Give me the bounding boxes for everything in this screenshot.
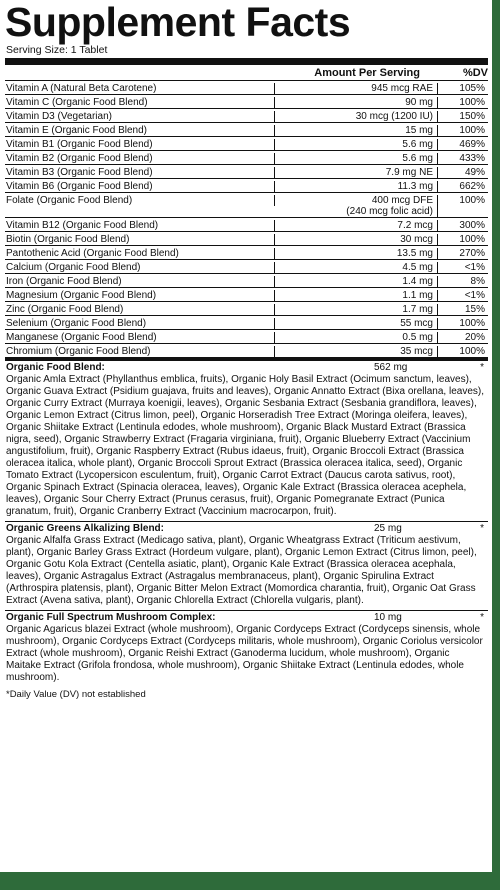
nutrient-dv: 105% xyxy=(459,83,485,94)
column-header xyxy=(5,65,488,81)
nutrient-name: Vitamin B2 (Organic Food Blend) xyxy=(5,153,275,164)
serving-size: Serving Size: 1 Tablet xyxy=(6,44,108,56)
nutrient-name: Chromium (Organic Food Blend) xyxy=(5,346,275,357)
nutrient-amount xyxy=(275,125,438,136)
nutrient-name: Biotin (Organic Food Blend) xyxy=(5,234,275,245)
nutrient-amount-value: 0.5 mg xyxy=(402,332,433,343)
nutrient-row xyxy=(5,165,488,179)
nutrient-row xyxy=(5,246,488,260)
nutrient-amount-value: 5.6 mg xyxy=(402,153,433,164)
nutrient-amount xyxy=(275,304,438,315)
nutrient-dv: 100% xyxy=(459,125,485,136)
nutrient-amount-value: 13.5 mg xyxy=(396,248,433,259)
nutrient-amount xyxy=(275,220,438,231)
nutrient-amount xyxy=(275,139,438,150)
nutrient-row xyxy=(5,218,488,232)
blend-ingredients: Organic Agaricus blazei Extract (whole mushroom), Organic Cordyceps Extract (Cordyceps sinensis, whole mushroom), Organic Cordyceps Extract (Cordyceps militaris, whole mushroom), Organic Coriolus versicolor Extract (whole mushroom), Organic Reishi Extract (Ganoderma lucidum, whole mushroom), Organic Maitake Extract (Grifola frondosa, whole mushroom), Organic Shiitake Extract (Lentinula edodes, whole mushroom). xyxy=(6,624,483,683)
blend-section xyxy=(5,521,488,610)
nutrient-name: Folate (Organic Food Blend) xyxy=(5,195,275,206)
nutrient-dv: 662% xyxy=(459,181,485,192)
blend-title: Organic Food Blend: xyxy=(6,362,105,373)
nutrient-row xyxy=(5,179,488,193)
blend-ingredients: Organic Alfalfa Grass Extract (Medicago sativa, plant), Organic Wheatgrass Extract (Triticum aestivum, plant), Organic Barley Grass Extract (Hordeum vulgare, plant), Organic Lemon Extract (Citrus limon, peel), Organic Gotu Kola Extract (Centella asiatic, plant), Organic Kale Extract (Brassica oleracea acephala, leaves), Organic Astragalus Extract (Astragalus membranaceus, plant), Organic Spirulina Extract (Arthrospira platensis, plant), Organic Bitter Melon Extract (Momordica charantia, fruit), Organic Oat Grass Extract (Avena sativa, plant), Organic Chlorella Extract (Chlorella vulgaris, plant). xyxy=(6,535,477,606)
blend-dv: * xyxy=(480,523,484,534)
blend-ingredients: Organic Amla Extract (Phyllanthus emblica, fruits), Organic Holy Basil Extract (Ocimum sanctum, leaves), Organic Guava Extract (Psidium guajava, fruits and leaves), Organic Annatto Extract (Bixa orellana, leaves), Organic Curry Extract (Murraya koenigii, leaves), Organic Sesbania Extract (Sesbania grandiflora, leaves), Organic Lemon Extract (Citrus limon, peel), Organic Horseradish Tree Extract (Moringa oleifera, leaves), Organic Shiitake Extract (Lentinula edodes, whole mushroom), Organic Black Mustard Extract (Brassica nigra, seed), Organic Strawberry Extract (Fragaria virginiana, fruit), Organic Blueberry Extract (Vaccinium angustifolium, fruit), Organic Raspberry Extract (Rubus idaeus, fruit), Organic Broccoli Extract (Brassica oleracea italica, whole plant), Organic Broccoli Sprout Extract (Brassica oleracea italica, seed), Organic Tomato Extract (Lycopersicon esculentum, fruit), Organic Carrot Extract (Daucus carota sativus, root), Organic Spinach Extract (Spinacia oleracea, leaves), Organic Kale Extract (Brassica oleracea acephela, leaves), Organic Sour Cherry Extract (Prunus cerasus, fruit), Organic Pomegranate Extract (Punica granatum, fruit), Organic Cranberry Extract (Vaccinium macrocarpon, fruit). xyxy=(6,374,484,517)
nutrient-row xyxy=(5,330,488,344)
nutrient-amount-value: 7.2 mcg xyxy=(397,220,433,231)
nutrient-amount xyxy=(275,248,438,259)
nutrient-amount-value: 35 mcg xyxy=(400,346,433,357)
blend-header xyxy=(6,523,487,535)
nutrient-row xyxy=(5,193,488,218)
nutrient-dv: <1% xyxy=(464,290,485,301)
nutrient-name: Selenium (Organic Food Blend) xyxy=(5,318,275,329)
blend-dv: * xyxy=(480,612,484,623)
nutrient-row xyxy=(5,344,488,358)
nutrient-amount xyxy=(275,167,438,178)
nutrient-name: Calcium (Organic Food Blend) xyxy=(5,262,275,273)
nutrient-amount-value: 945 mcg RAE xyxy=(371,83,433,94)
nutrient-dv: 300% xyxy=(459,220,485,231)
nutrient-dv: 100% xyxy=(459,318,485,329)
nutrient-name: Pantothenic Acid (Organic Food Blend) xyxy=(5,248,275,259)
blend-amount: 562 mg xyxy=(374,362,408,373)
nutrient-amount xyxy=(275,97,438,108)
nutrient-amount xyxy=(275,332,438,343)
nutrient-amount-value: 15 mg xyxy=(405,125,433,136)
blend-title: Organic Full Spectrum Mushroom Complex: xyxy=(6,612,216,623)
blend-header xyxy=(6,362,487,374)
nutrient-table xyxy=(5,81,488,358)
nutrient-name: Vitamin B6 (Organic Food Blend) xyxy=(5,181,275,192)
nutrient-dv: 433% xyxy=(459,153,485,164)
nutrient-row xyxy=(5,288,488,302)
nutrient-amount-value: 7.9 mg NE xyxy=(385,167,433,178)
nutrient-amount-value: 4.5 mg xyxy=(402,262,433,273)
nutrient-amount-value: 400 mcg DFE xyxy=(371,195,433,206)
blend-amount: 25 mg xyxy=(374,523,402,534)
nutrient-amount-detail: (240 mcg folic acid) xyxy=(346,206,433,217)
nutrient-dv: 100% xyxy=(459,234,485,245)
nutrient-row xyxy=(5,123,488,137)
nutrient-name: Manganese (Organic Food Blend) xyxy=(5,332,275,343)
dv-header: %DV xyxy=(462,66,488,79)
nutrient-amount xyxy=(275,83,438,94)
nutrient-dv: <1% xyxy=(464,262,485,273)
nutrient-name: Vitamin B1 (Organic Food Blend) xyxy=(5,139,275,150)
nutrient-name: Magnesium (Organic Food Blend) xyxy=(5,290,275,301)
nutrient-amount-value: 55 mcg xyxy=(400,318,433,329)
panel-title: Supplement Facts xyxy=(5,0,351,45)
nutrient-row xyxy=(5,109,488,123)
nutrient-name: Vitamin E (Organic Food Blend) xyxy=(5,125,275,136)
nutrient-amount xyxy=(275,181,438,192)
nutrient-amount xyxy=(275,111,438,122)
nutrient-row xyxy=(5,302,488,316)
footnote: *Daily Value (DV) not established xyxy=(6,689,146,700)
nutrient-dv: 49% xyxy=(464,167,485,178)
nutrient-amount-value: 30 mcg xyxy=(400,234,433,245)
nutrient-amount xyxy=(275,346,438,357)
nutrient-dv: 100% xyxy=(459,97,485,108)
nutrient-amount xyxy=(275,290,438,301)
nutrient-name: Vitamin C (Organic Food Blend) xyxy=(5,97,275,108)
nutrient-row xyxy=(5,232,488,246)
blend-section xyxy=(5,610,488,687)
nutrient-amount-value: 1.4 mg xyxy=(402,276,433,287)
nutrient-row xyxy=(5,151,488,165)
nutrient-row xyxy=(5,95,488,109)
blend-section xyxy=(5,361,488,521)
nutrient-dv: 15% xyxy=(464,304,485,315)
nutrient-amount xyxy=(275,276,438,287)
nutrient-name: Vitamin A (Natural Beta Carotene) xyxy=(5,83,275,94)
nutrient-name: Vitamin B3 (Organic Food Blend) xyxy=(5,167,275,178)
nutrient-row xyxy=(5,316,488,330)
nutrient-name: Zinc (Organic Food Blend) xyxy=(5,304,275,315)
nutrient-amount-value: 11.3 mg xyxy=(397,181,433,192)
nutrient-dv: 100% xyxy=(459,195,485,206)
nutrient-amount-value: 1.1 mg xyxy=(402,290,433,301)
blend-list xyxy=(5,361,488,687)
nutrient-dv: 270% xyxy=(459,248,485,259)
nutrient-dv: 469% xyxy=(459,139,485,150)
nutrient-row xyxy=(5,274,488,288)
nutrient-dv: 20% xyxy=(464,332,485,343)
blend-title: Organic Greens Alkalizing Blend: xyxy=(6,523,164,534)
nutrient-name: Vitamin D3 (Vegetarian) xyxy=(5,111,275,122)
nutrient-amount xyxy=(275,318,438,329)
nutrient-amount xyxy=(275,262,438,273)
nutrient-amount xyxy=(275,195,438,217)
nutrient-amount-value: 90 mg xyxy=(405,97,433,108)
blend-header xyxy=(6,612,487,624)
nutrient-amount xyxy=(275,234,438,245)
nutrient-row xyxy=(5,137,488,151)
nutrient-dv: 150% xyxy=(459,111,485,122)
nutrient-amount-value: 30 mcg (1200 IU) xyxy=(355,111,433,122)
nutrient-name: Iron (Organic Food Blend) xyxy=(5,276,275,287)
nutrient-row xyxy=(5,81,488,95)
nutrient-amount-value: 5.6 mg xyxy=(402,139,433,150)
nutrient-amount-value: 1.7 mg xyxy=(402,304,433,315)
amount-header: Amount Per Serving xyxy=(314,66,420,79)
blend-dv: * xyxy=(480,362,484,373)
nutrient-amount xyxy=(275,153,438,164)
nutrient-row xyxy=(5,260,488,274)
nutrient-dv: 8% xyxy=(470,276,485,287)
thick-divider xyxy=(5,58,488,65)
nutrient-dv: 100% xyxy=(459,346,485,357)
blend-amount: 10 mg xyxy=(374,612,402,623)
nutrient-name: Vitamin B12 (Organic Food Blend) xyxy=(5,220,275,231)
